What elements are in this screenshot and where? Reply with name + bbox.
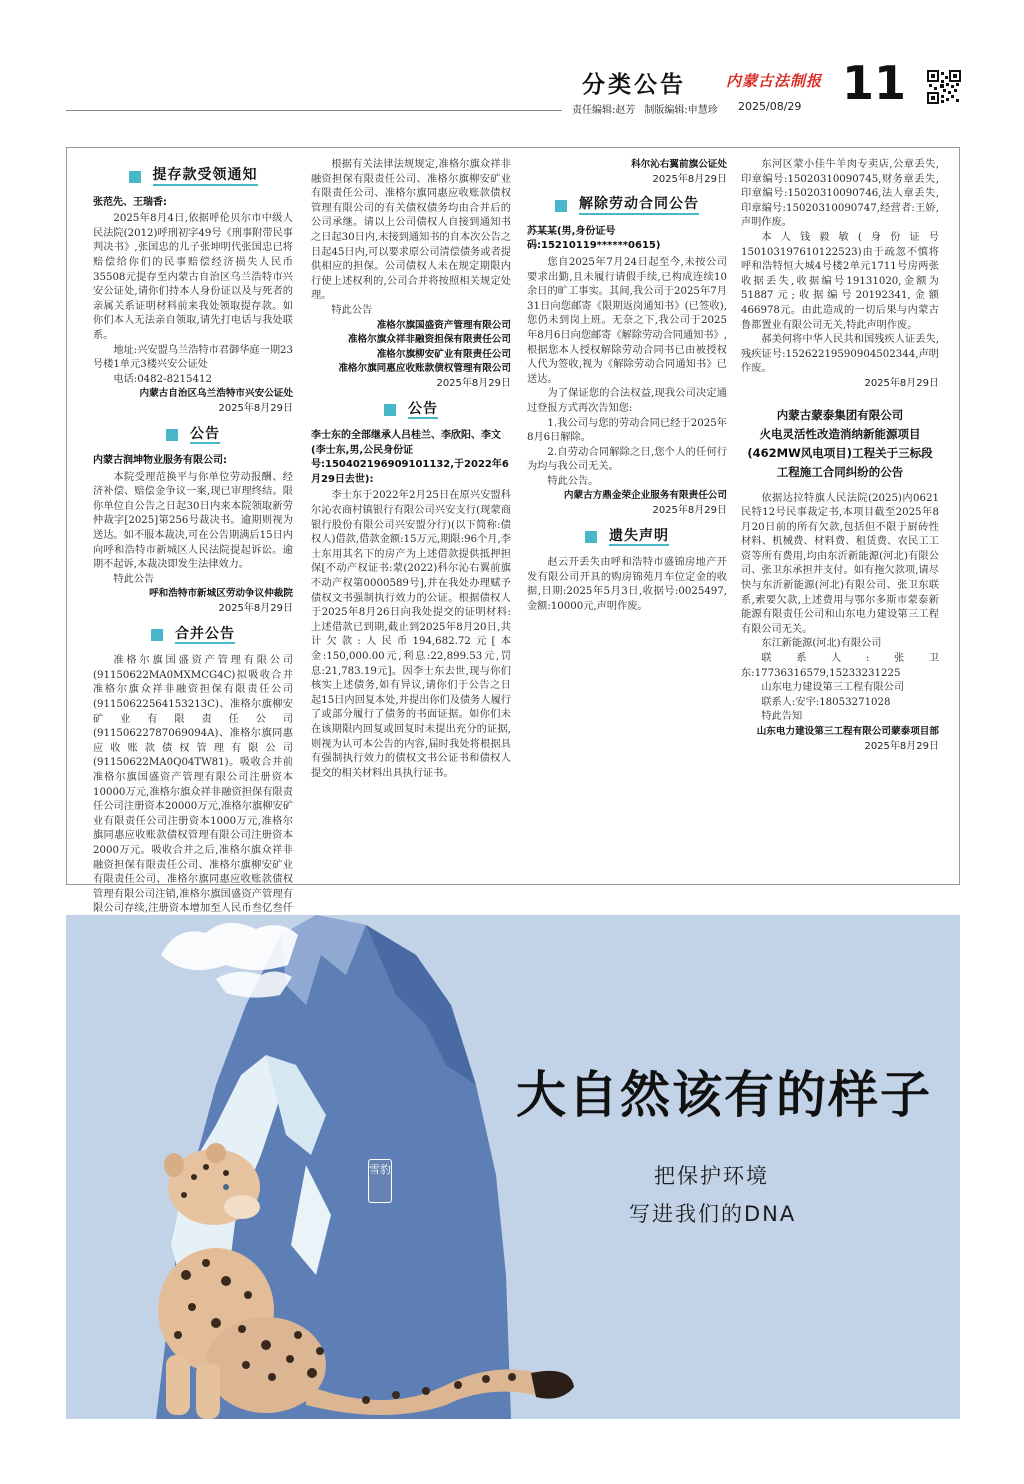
notice-addressee: 李士东的全部继承人吕桂兰、李欣阳、李文(李士东,男,公民身份证号:150402196909101132,于2022年6月29日去世): bbox=[311, 430, 509, 485]
heading-line: 工程施工合同纠纷的公告 bbox=[776, 464, 904, 479]
notice-paragraph: 2.自劳动合同解除之日,您个人的任何行为均与我公司无关。 bbox=[527, 446, 727, 473]
notice-panel bbox=[66, 147, 960, 915]
header-rule bbox=[66, 110, 562, 111]
notice-paragraph: 郝美何将中华人民共和国残疾人证丢失,残疾证号:15262219590904502344,声明作废。 bbox=[741, 334, 939, 375]
notice-paragraph: 2025年8月4日,依据呼伦贝尔市中级人民法院(2012)呼刑初字49号《刑事附带民事判决书》,张国忠的儿子张坤明代张国忠已将赔偿给你们的民事赔偿经济损失人民币35508元提存至内蒙古自治区乌兰浩特市兴安公证处,请你们持本人身份证以及与死者的亲属关系证明材料前来我处领取提存款。如你们本人无法亲自领取,请先打电话与我处联系。 bbox=[93, 213, 293, 341]
ad-seal: 雪豹 bbox=[368, 1159, 392, 1203]
notice-paragraph: 依据达拉特旗人民法院(2025)内0621民特12号民事裁定书,本项目截至2025年8月20日前的所有欠款,包括但不限于厨砖性材料、机械费、材料费、租赁费、农民工工资等所有费用,均由东沂新能源(河北)有限公司、张卫东承担并支付。如有拖欠款项,请尽快与东沂新能源(河北)有限公司、张卫东联系,索要欠款,上述费用与鄂尔多斯市蒙泰新能源有限责任公司和山东电力建设第三工程有限公司无关。 bbox=[741, 492, 939, 635]
notice-signature: 山东电力建设第三工程有限公司蒙泰项目部 bbox=[756, 726, 939, 737]
public-service-ad bbox=[66, 915, 960, 1419]
notice-addressee: 苏某某(男,身份证号码:15210119******0615) bbox=[527, 225, 661, 252]
qr-code-icon[interactable] bbox=[927, 70, 961, 104]
notice-date: 2025年8月29日 bbox=[218, 603, 293, 615]
notice-closing: 特此公告。 bbox=[547, 475, 599, 487]
snow-leopard-illustration bbox=[66, 915, 960, 1419]
contact-company: 东江新能源(河北)有限公司 bbox=[761, 638, 882, 650]
notice-address: 地址:兴安盟乌兰浩特市君御华庭一期23号楼1单元3楼兴安公证处 bbox=[93, 344, 293, 371]
layout-editor-credit: 制版编辑:申慧珍 bbox=[644, 105, 718, 116]
notice-heading: 遗失声明 bbox=[527, 529, 727, 547]
notice-phone: 电话:0482-8215412 bbox=[113, 373, 212, 385]
ad-slogan-line-1: 把保护环境 bbox=[654, 1164, 769, 1188]
notice-heading: 合并公告 bbox=[93, 627, 293, 645]
heading-square-icon bbox=[129, 171, 141, 183]
heading-square-icon bbox=[384, 404, 396, 416]
notice-paragraph: 1.我公司与您的劳动合同已经于2025年8月6日解除。 bbox=[527, 417, 727, 444]
notice-column-1 bbox=[93, 158, 293, 915]
notice-heading: 公告 bbox=[311, 402, 511, 420]
heading-square-icon bbox=[166, 429, 178, 441]
notice-signature: 准格尔旗柳安矿业有限责任公司 bbox=[376, 348, 511, 360]
notice-heading: 公告 bbox=[93, 427, 293, 445]
editor-credit: 责任编辑:赵芳 bbox=[572, 105, 636, 116]
notice-paragraph: 为了保证您的合法权益,现我公司决定通过登报方式再次告知您: bbox=[527, 388, 727, 414]
ad-headline: 大自然该有的样子 bbox=[516, 1066, 932, 1124]
contact-person: 联系人:安宇:18053271028 bbox=[761, 696, 891, 708]
notice-date: 2025年8月29日 bbox=[652, 505, 727, 517]
notice-signature: 内蒙古自治区乌兰浩特市兴安公证处 bbox=[139, 388, 293, 400]
notice-signature: 准格尔旗国盛资产管理有限公司 bbox=[376, 319, 511, 331]
notice-signature: 内蒙古方鼎金荣企业服务有限责任公司 bbox=[563, 490, 727, 502]
notice-date: 2025年8月29日 bbox=[864, 377, 939, 389]
notice-paragraph: 根据有关法律法规规定,准格尔旗众祥非融资担保有限责任公司、准格尔旗柳安矿业有限责任公司、准格尔旗同惠应收账款债权管理有限公司的有关债权债务均由合并后的公司承继。请以上公司债权人自接到通知书之日起30日内,未接到通知书的自本次公告之日起45日内,可以要求原公司清偿债务或者提供相应的担保。公司债权人未在规定期限内行使上述权利的,公司合并将按照相关规定处理。 bbox=[311, 159, 511, 302]
notice-closing: 特此公告 bbox=[331, 304, 373, 316]
notice-paragraph: 您自2025年7月24日起至今,未按公司要求出勤,且未履行请假手续,已构成连续10余日的旷工事实。其间,我公司于2025年7月31日向您邮寄《限期返岗通知书》(已签收),您仍未到岗上班。无奈之下,我公司于2025年8月6日向您邮寄《解除劳动合同通知书》,根据您本人授权解除劳动合同书已由被授权人代为签收,视为《解除劳动合同通知书》已送达。 bbox=[527, 256, 727, 385]
notice-column-3 bbox=[527, 158, 727, 878]
notice-signature: 科尔沁右翼前旗公证处 bbox=[631, 159, 727, 170]
issue-date: 2025/08/29 bbox=[738, 100, 802, 113]
contact-company: 山东电力建设第三工程有限公司 bbox=[761, 682, 905, 694]
heading-square-icon bbox=[555, 200, 567, 212]
notice-column-4 bbox=[741, 158, 939, 878]
notice-closing: 特此公告 bbox=[113, 573, 155, 585]
notice-paragraph: 东河区蒙小佳牛羊肉专卖店,公章丢失,印章编号:15020310090745,财务章丢失,印章编号:15020310090746,法人章丢失,印章编号:15020310090747,经营者:王娇,声明作废。 bbox=[741, 159, 939, 229]
notice-date: 2025年8月29日 bbox=[864, 740, 939, 752]
heading-line: 火电灵活性改造消纳新能源项目 bbox=[759, 426, 921, 441]
heading-square-icon bbox=[585, 531, 597, 543]
notice-paragraph: 李士东于2022年2月25日在原兴安盟科尔沁农商村镇银行有限公司兴安支行(现蒙商银行股份有限公司兴安盟分行)(以下简称:债权人)借款,借款金额:15万元,期限:96个月,李士东用其名下的房产为上述借款提供抵押担保[不动产权证书:蒙(2022)科尔沁右翼前旗不动产权第0000589号],并在我处办理赋予债权文书强制执行效力的公证。根据债权人于2025年8月26日向我处提交的证明材料:上述借款已到期,截止到2025年8月20日,共计欠款:人民币194,682.72元[本金:150,000.00元,利息:22,899.53元,罚息:21,783.19元]。因李士东去世,现与你们核实上述债务,如有异议,请你们于公告之日起15日内回复本处,并提出你们及债务人履行了或部分履行了债务的书面证据。如你们未在该期限内回复或回复时未提出充分的证据,则视为认可本公告的内容,届时我处将根据具有强制执行效力的债权文书公证书和债权人提交的相关材料出具执行证书。 bbox=[311, 490, 511, 779]
section-title: 分类公告 bbox=[582, 72, 686, 98]
notice-date: 2025年8月29日 bbox=[436, 377, 511, 389]
notice-paragraph: 本院受理范换平与你单位劳动报酬、经济补偿、赔偿金争议一案,现已审理终结。限你单位自公告之日起30日内来本院领取新劳仲裁字[2025]第256号裁决书。逾期则视为送达。如不服本裁决,可在公告期满后15日内向呼和浩特市新城区人民法院提起诉讼。逾期不起诉,本裁决即发生法律效力。 bbox=[93, 471, 293, 571]
notice-paragraph: 准格尔旗国盛资产管理有限公司(91150622MA0MXMCG4C)拟吸收合并准格尔旗众祥非融资担保有限责任公司(91150622564153213C)、准格尔旗柳安矿业有限责任公司(91150622787069094A)、准格尔旗同惠应收账款债权管理有限公司(91150622MA0Q04TW81)。吸收合并前准格尔旗国盛资产管理有限公司注册资本10000万元,准格尔旗众祥非融资担保有限责任公司注册资本20000万元,准格尔旗柳安矿业有限责任公司注册资本1000万元,准格尔旗同惠应收账款债权管理有限公司注册资本2000万元。吸收合并之后,准格尔旗众祥非融资担保有限责任公司、准格尔旗柳安矿业有限责任公司、准格尔旗同惠应收账款债权管理有限公司注销,准格尔旗国盛资产管理有限公司存续,注册资本增加至人民币叁亿叁仟 bbox=[93, 655, 293, 915]
notice-heading: 解除劳动合同公告 bbox=[527, 197, 727, 215]
heading-line: 内蒙古蒙泰集团有限公司 bbox=[776, 407, 904, 422]
notice-closing: 特此告知 bbox=[761, 711, 803, 723]
notice-heading: 提存款受领通知 bbox=[93, 168, 293, 186]
notice-addressee: 内蒙古润坤物业服务有限公司: bbox=[93, 455, 227, 467]
notice-addressee: 张范先、王瑞香: bbox=[93, 196, 167, 208]
notice-signature: 准格尔旗同惠应收账款债权管理有限公司 bbox=[338, 363, 511, 375]
notice-heading bbox=[741, 406, 939, 482]
notice-date: 2025年8月29日 bbox=[652, 173, 727, 185]
notice-date: 2025年8月29日 bbox=[218, 402, 293, 414]
notice-signature: 准格尔旗众祥非融资担保有限责任公司 bbox=[347, 334, 511, 346]
notice-column-2 bbox=[311, 158, 511, 878]
notice-paragraph: 赵云开丢失由呼和浩特市盛锦房地产开发有限公司开具的购房锦苑月车位定金的收据,日期:2025年5月3日,收据号:0025497,金额:10000元,声明作废。 bbox=[527, 557, 727, 613]
heading-line: (462MW风电项目)工程关于三标段 bbox=[747, 445, 933, 460]
heading-square-icon bbox=[151, 629, 163, 641]
notice-paragraph: 本人钱毅敏(身份证号150103197610122523)由于疏忽不慎将呼和浩特恒大城4号楼2单元1711号房两张收据丢失,收据编号19131020,金额为51887元;收据编号20192341,金额466978元。由此造成的一切后果与内蒙古鲁都置业有限公司无关,特此声明作废。 bbox=[741, 231, 939, 331]
ad-slogan-line-2: 写进我们的DNA bbox=[629, 1202, 797, 1226]
page-number: 11 bbox=[842, 56, 907, 110]
notice-signature: 呼和浩特市新城区劳动争议仲裁院 bbox=[149, 588, 293, 600]
paper-logo: 内蒙古法制报 bbox=[726, 72, 823, 90]
editor-credits bbox=[572, 101, 727, 116]
contact-person: 联系人:张卫东:17736316579,15233231225 bbox=[741, 653, 939, 679]
